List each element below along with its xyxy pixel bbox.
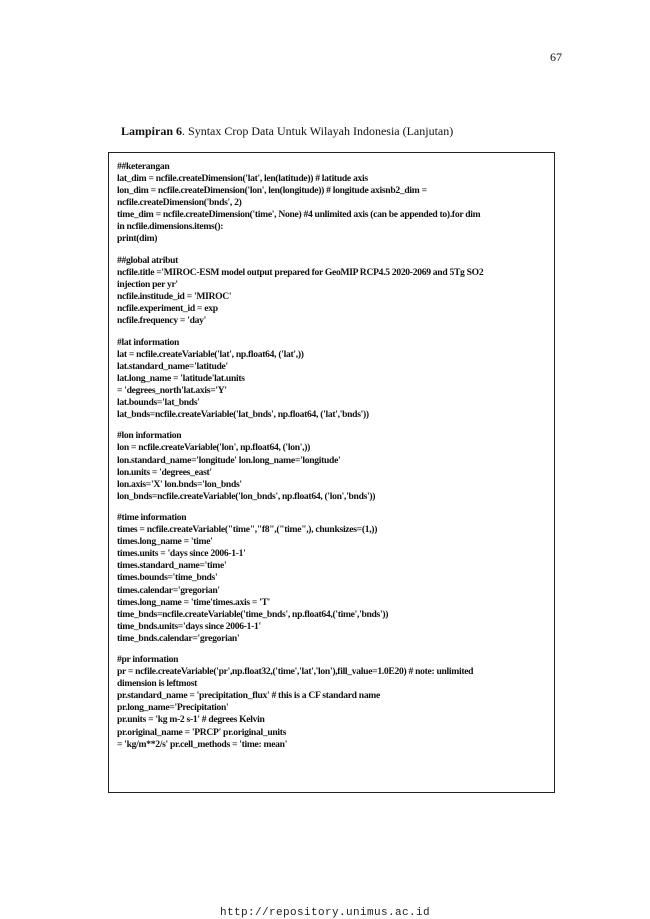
- code-line: injection per yr': [117, 278, 178, 290]
- caption-label: Lampiran 6: [121, 124, 183, 138]
- code-line: ##global atribut: [117, 254, 179, 266]
- code-block: [117, 161, 549, 245]
- code-block: [117, 654, 549, 750]
- code-line: pr.original_name = 'PRCP' pr.original_units: [117, 726, 287, 738]
- code-line: pr.standard_name = 'precipitation_flux' # this is a CF standard name: [117, 690, 380, 702]
- code-line: ncfile.institude_id = 'MIROC': [117, 290, 232, 302]
- code-block: [117, 337, 549, 421]
- code-line: #lat information: [117, 336, 180, 348]
- code-line: times = ncfile.createVariable("time","f8",("time",), chunksizes=(1,)): [117, 524, 378, 536]
- code-line: times.long_name = 'time'times.axis = 'T': [117, 596, 270, 608]
- code-line: lon.units = 'degrees_east': [117, 466, 212, 478]
- code-block: [117, 430, 549, 502]
- code-line: pr.units = 'kg m-2 s-1' # degrees Kelvin: [117, 714, 265, 726]
- code-block: [117, 512, 549, 645]
- code-line: time_dim = ncfile.createDimension('time', None) #4 unlimited axis (can be appended to).for dim: [117, 209, 481, 221]
- code-line: times.long_name = 'time': [117, 536, 213, 548]
- code-line: lat.standard_name='latitude': [117, 360, 228, 372]
- code-line: times.calendar='gregorian': [117, 584, 220, 596]
- code-line: lon.axis='X' lon.bnds='lon_bnds': [117, 478, 242, 490]
- caption: [121, 124, 581, 139]
- page-number: 67: [550, 50, 562, 64]
- code-line: #time information: [117, 512, 187, 524]
- code-line: times.standard_name='time': [117, 560, 227, 572]
- code-line: #pr information: [117, 654, 179, 666]
- code-line: time_bnds.units='days since 2006-1-1': [117, 620, 261, 632]
- code-line: = 'kg/m**2/s' pr.cell_methods = 'time: mean': [117, 738, 288, 750]
- caption-text: . Syntax Crop Data Untuk Wilayah Indonesia (Lanjutan): [182, 124, 454, 138]
- code-line: lat = ncfile.createVariable('lat', np.float64, ('lat',)): [117, 348, 304, 360]
- code-line: ncfile.title ='MIROC-ESM model output prepared for GeoMIP RCP4.5 2020-2069 and 5Tg SO2: [117, 266, 484, 278]
- code-line: lat.bounds='lat_bnds': [117, 396, 200, 408]
- code-line: pr.long_name='Precipitation': [117, 702, 229, 714]
- code-line: times.units = 'days since 2006-1-1': [117, 548, 246, 560]
- code-line: #lon information: [117, 430, 182, 442]
- code-line: in ncfile.dimensions.items():: [117, 221, 224, 233]
- code-line: time_bnds=ncfile.createVariable('time_bnds', np.float64,('time','bnds')): [117, 608, 389, 620]
- code-line: lon_bnds=ncfile.createVariable('lon_bnds', np.float64, ('lon','bnds')): [117, 490, 376, 502]
- footer-url: http://repository.unimus.ac.id: [219, 907, 431, 919]
- code-line: print(dim): [117, 233, 158, 245]
- code-line: ncfile.experiment_id = exp: [117, 303, 218, 315]
- code-line: lat_dim = ncfile.createDimension('lat', len(latitude)) # latitude axis: [117, 173, 368, 185]
- code-block: [117, 255, 549, 327]
- code-line: dimension is leftmost: [117, 678, 198, 690]
- code-line: ncfile.frequency = 'day': [117, 315, 206, 327]
- code-line: lon.standard_name='longitude' lon.long_name='longitude': [117, 454, 341, 466]
- code-line: lat.long_name = 'latitude'lat.units: [117, 372, 245, 384]
- code-line: lat_bnds=ncfile.createVariable('lat_bnds', np.float64, ('lat','bnds')): [117, 408, 369, 420]
- code-line: ncfile.createDimension('bnds', 2): [117, 197, 242, 209]
- code-line: ##keterangan: [117, 161, 170, 172]
- code-line: time_bnds.calendar='gregorian': [117, 632, 240, 644]
- code-line: lon_dim = ncfile.createDimension('lon', len(longitude)) # longitude axisnb2_dim =: [117, 185, 427, 197]
- code-line: pr = ncfile.createVariable('pr',np.float32,('time','lat','lon'),fill_value=1.0E20) # note: unlimited: [117, 666, 474, 678]
- code-listing: [117, 161, 549, 760]
- code-line: lon = ncfile.createVariable('lon', np.float64, ('lon',)): [117, 442, 311, 454]
- code-line: = 'degrees_north'lat.axis='Y': [117, 384, 227, 396]
- code-line: times.bounds='time_bnds': [117, 572, 218, 584]
